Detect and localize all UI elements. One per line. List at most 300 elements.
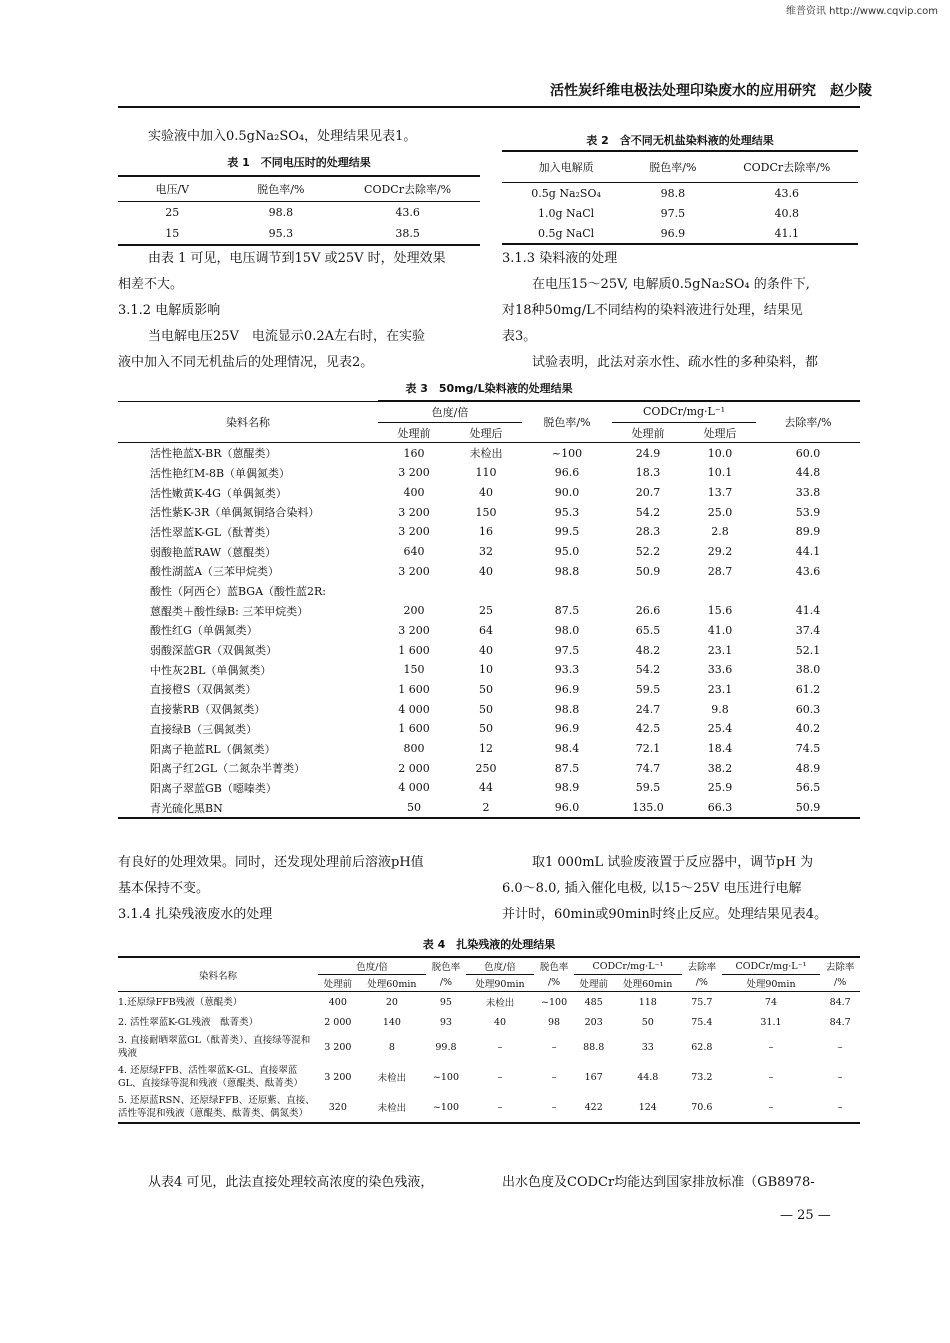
table-cell: 40 [479, 564, 493, 578]
table-cell: 24.9 [635, 446, 661, 460]
table-row [118, 739, 860, 759]
table-cell: 118 [638, 996, 657, 1008]
table-cell: 44.1 [795, 545, 821, 559]
table-row [118, 1032, 860, 1062]
table-cell: 66.3 [684, 798, 756, 819]
table-cell: 96.9 [554, 722, 580, 736]
table-cell: 40 [479, 486, 493, 500]
table-cell: 3 200 [398, 466, 430, 480]
table-cell: 12 [479, 742, 493, 756]
table-cell: 43.6 [774, 186, 800, 200]
table-cell: – [768, 1041, 774, 1053]
table-cell: 3 200 [398, 525, 430, 539]
table-header-cell: 处理前 [574, 975, 614, 992]
table-header-cell: 色度/倍 [318, 957, 426, 975]
table4-body [118, 992, 860, 1124]
table-cell: 5. 还原蓝RSN、还原绿FFB、还原紫、直接、活性等混和残液（蒽醌类、酞菁类、偶氮类） [118, 1092, 318, 1123]
table-row [118, 542, 860, 562]
table-cell: 1 600 [398, 722, 430, 736]
paragraph-line: 在电压15～25V, 电解质0.5gNa₂SO₄ 的条件下, [532, 277, 810, 292]
table-cell: 8 [388, 1041, 395, 1053]
table-cell: 43.6 [795, 564, 821, 578]
table-cell: 25 [118, 202, 227, 224]
table-cell: 93.3 [554, 663, 580, 677]
table-cell: 38.0 [795, 663, 821, 677]
table-cell: 50 [378, 798, 450, 819]
table-cell: 56.5 [795, 781, 821, 795]
table-cell: 直接绿B（三偶氮类） [150, 722, 258, 736]
table-cell: 44 [479, 781, 493, 795]
table-header-cell: 染料名称 [118, 401, 378, 443]
table-row [118, 1012, 860, 1032]
table-4 [118, 956, 860, 1124]
table-cell: 3 200 [398, 505, 430, 519]
table-row [502, 223, 858, 244]
table-cell: 640 [403, 545, 425, 559]
table-row [118, 992, 860, 1013]
table-cell: 96.9 [554, 682, 580, 696]
table-row [118, 1092, 860, 1123]
table-cell: 1.还原绿FFB残液（蒽醌类） [118, 996, 243, 1008]
table-header-cell: 处理前 [378, 422, 450, 443]
table-cell: 95 [439, 996, 452, 1008]
table-cell: 60.3 [795, 702, 821, 716]
table-2 [502, 150, 858, 245]
table-cell: 10.0 [707, 446, 733, 460]
table-row [118, 522, 860, 542]
paragraph-line: 实验液中加入0.5gNa₂SO₄，处理结果见表1。 [148, 129, 417, 144]
table-cell [684, 581, 756, 601]
table-cell: 97.5 [554, 643, 580, 657]
table-cell: 20 [385, 996, 398, 1008]
table-header-cell: /% [820, 975, 860, 992]
table-cell: 62.8 [691, 1041, 713, 1053]
table-cell: 29.2 [707, 545, 733, 559]
table-header-cell: CODCr/mg·L⁻¹ [722, 957, 821, 975]
table-cell: 54.2 [635, 663, 661, 677]
table3-caption: 表 3 50mg/L染料液的处理结果 [405, 382, 573, 395]
paragraph-line: 取1 000mL 试验废液置于反应器中，调节pH 为 [532, 855, 814, 870]
table-row [118, 463, 860, 483]
table-cell: 弱酸深蓝GR（双偶氮类） [150, 644, 278, 658]
table-header-cell: 处理前 [612, 422, 684, 443]
table-cell: 44.8 [637, 1071, 659, 1083]
table-cell: 150 [475, 505, 497, 519]
header-rule [118, 106, 860, 108]
table-cell: 23.1 [707, 682, 733, 696]
table-cell: 87.5 [554, 604, 580, 618]
table-cell: 72.1 [635, 742, 661, 756]
table-cell: 800 [403, 742, 425, 756]
table-cell: 26.6 [635, 604, 661, 618]
paragraph-line: 出水色度及CODCr均能达到国家排放标准（GB8978- [502, 1175, 815, 1190]
table-cell: 48.9 [795, 761, 821, 775]
table-cell: 70.6 [682, 1092, 722, 1123]
table-cell: 400 [403, 486, 425, 500]
table-cell [378, 581, 450, 601]
table-cell: 42.5 [635, 722, 661, 736]
table-cell: 54.2 [635, 505, 661, 519]
table-row [118, 621, 860, 641]
table-cell: 15.6 [707, 604, 733, 618]
table-cell: 44.8 [795, 466, 821, 480]
table-cell: 23.1 [707, 643, 733, 657]
table-cell: 50 [479, 722, 493, 736]
table-cell: 160 [403, 446, 425, 460]
table-cell: 15 [118, 223, 227, 245]
section-heading: 3.1.3 染料液的处理 [502, 251, 618, 266]
paragraph-line: 试验表明，此法对亲水性、疏水性的多种染料，都 [532, 355, 819, 370]
table-cell: 3 200 [324, 1071, 352, 1083]
table-cell: 18.4 [707, 742, 733, 756]
table-cell: 90.0 [554, 486, 580, 500]
table-cell: 98 [548, 1016, 561, 1028]
table-cell: 25.4 [707, 722, 733, 736]
table-cell: 3 200 [398, 564, 430, 578]
table-cell: 422 [574, 1092, 614, 1123]
paragraph-line: 由表 1 可见，电压调节到15V 或25V 时，处理效果 [148, 251, 446, 266]
table-cell: 阳离子艳蓝RL（偶氮类） [150, 742, 276, 756]
table-cell: 活性艳红M-8B（单偶氮类） [150, 466, 291, 480]
table-cell: 0.5g Na₂SO₄ [531, 186, 601, 200]
table-cell: 95.3 [554, 505, 580, 519]
table-cell: – [722, 1092, 821, 1123]
table-cell: 活性翠蓝K-GL（酞菁类） [150, 525, 277, 539]
table-cell: ~100 [551, 446, 583, 460]
table-cell: – [497, 1071, 503, 1083]
table-cell: 140 [382, 1016, 401, 1028]
table-cell: 2.8 [711, 525, 729, 539]
paragraph-line: 有良好的处理效果。同时，还发现处理前后溶液pH值 [118, 855, 424, 870]
table2-caption: 表 2 含不同无机盐染料液的处理结果 [586, 134, 774, 147]
table-cell: 33 [641, 1041, 654, 1053]
table-cell: 41.4 [795, 604, 821, 618]
table-cell: 2 [450, 798, 522, 819]
table-header-cell: 色度/倍 [378, 401, 522, 422]
table-cell: 60.0 [795, 446, 821, 460]
table-header-cell: CODCr去除率/% [335, 176, 480, 202]
table-cell: 活性嫩黄K-4G（单偶氮类） [150, 486, 287, 500]
table-cell: 1 600 [398, 682, 430, 696]
table-cell: 2 000 [398, 761, 430, 775]
table-cell: 84.7 [829, 996, 851, 1008]
paragraph-line: 当电解电压25V 电流显示0.2A左右时，在实验 [148, 329, 425, 344]
table-cell: 25.0 [707, 505, 733, 519]
table-cell: 96.0 [522, 798, 612, 819]
table-cell: 52.1 [795, 643, 821, 657]
table-header-cell: 脱色率/% [227, 176, 336, 202]
table-cell: 4 000 [398, 781, 430, 795]
table-cell: ~100 [426, 1092, 466, 1123]
table-cell: 95.0 [554, 545, 580, 559]
table-header-cell: 脱色率 [426, 957, 466, 975]
table-header-cell: 去除率 [682, 957, 722, 975]
table-row [118, 443, 860, 463]
table-cell: 活性艳蓝X-BR（蒽醌类） [150, 447, 277, 461]
table-cell [612, 581, 684, 601]
paragraph-line: 从表4 可见，此法直接处理较高浓度的染色残液， [148, 1175, 434, 1190]
table-cell [522, 581, 612, 601]
table-cell: 20.7 [635, 486, 661, 500]
table-cell: 98.4 [554, 742, 580, 756]
table-cell: 32 [479, 545, 493, 559]
table-cell: 50.9 [756, 798, 860, 819]
table-row [118, 502, 860, 522]
table-cell: 18.3 [635, 466, 661, 480]
table-cell: 84.7 [829, 1016, 851, 1028]
paragraph-line: 基本保持不变。 [118, 881, 210, 896]
table-cell: 活性紫K-3R（单偶氮铜络合染料） [150, 506, 320, 520]
table-cell: 0.5g NaCl [502, 223, 630, 244]
table-cell: 酸性红G（单偶氮类） [150, 624, 258, 638]
table-header-cell: 处理90min [466, 975, 534, 992]
table-cell: 酸性湖蓝A（三苯甲烷类） [150, 565, 279, 579]
table-cell: 98.8 [660, 186, 686, 200]
table-cell: – [837, 1071, 843, 1083]
table-header-cell: 去除率/% [756, 401, 860, 443]
table-cell: 38.2 [707, 761, 733, 775]
table-cell: 64 [479, 623, 493, 637]
table-cell: 33.8 [795, 486, 821, 500]
table1-caption: 表 1 不同电压时的处理结果 [227, 156, 371, 169]
table-cell: 2. 活性翠蓝K-GL残液 酞菁类） [118, 1016, 259, 1028]
page-number: — 25 — [780, 1208, 831, 1223]
table-cell: 89.9 [795, 525, 821, 539]
table-cell: 1.0g NaCl [538, 206, 595, 220]
table-row [118, 640, 860, 660]
table-cell: 37.4 [795, 623, 821, 637]
table-cell: 25 [479, 604, 493, 618]
table-cell: 1 600 [398, 643, 430, 657]
table-row [118, 699, 860, 719]
table-cell: 97.5 [660, 206, 686, 220]
table-cell: 13.7 [707, 486, 733, 500]
table-header-cell: 处理60min [358, 975, 426, 992]
table-cell: 3 200 [324, 1041, 352, 1053]
table-1 [118, 175, 480, 246]
table-header-row [118, 176, 480, 202]
table-cell: 135.0 [612, 798, 684, 819]
table-cell: 74.5 [795, 742, 821, 756]
table-cell: 阳离子翠蓝GB（噁嗪类） [150, 781, 277, 795]
table-cell: 50 [479, 702, 493, 716]
table-row [118, 581, 860, 601]
table-cell: 中性灰2BL（单偶氮类） [150, 663, 272, 677]
table-row [118, 758, 860, 778]
table-header-cell: 色度/倍 [466, 957, 534, 975]
table-cell: 2 000 [324, 1016, 352, 1028]
table-row [118, 798, 860, 819]
table-header-cell: CODCr/mg·L⁻¹ [574, 957, 682, 975]
table-row [502, 203, 858, 223]
table-cell: 52.2 [635, 545, 661, 559]
table-cell: 4 000 [398, 702, 430, 716]
table-cell: 28.7 [707, 564, 733, 578]
paragraph-line: 6.0～8.0, 插入催化电极, 以15～25V 电压进行电解 [502, 881, 802, 896]
table-cell: 124 [614, 1092, 682, 1123]
table-header-cell: 去除率 [820, 957, 860, 975]
table-cell: 98.9 [554, 781, 580, 795]
table-header-cell: 电压/V [118, 176, 227, 202]
table-cell: 41.1 [716, 223, 858, 244]
table-cell: 直接紫RB（双偶氮类） [150, 703, 266, 717]
table-header-cell: /% [426, 975, 466, 992]
table-cell: 3 200 [398, 623, 430, 637]
table-cell: 31.1 [760, 1016, 782, 1028]
table-cell: 95.3 [227, 223, 336, 245]
table-cell: 74 [764, 996, 778, 1008]
paragraph-line: 表3。 [502, 329, 537, 344]
table-header-cell: 处理60min [614, 975, 682, 992]
table-cell: 485 [584, 996, 603, 1008]
table-cell: – [820, 1092, 860, 1123]
table-row [118, 202, 480, 224]
table-cell: 48.2 [635, 643, 661, 657]
table-row [118, 778, 860, 798]
table-cell: 59.5 [635, 781, 661, 795]
paragraph-line: 并计时，60min或90min时终止反应。处理结果见表4。 [502, 907, 828, 922]
section-heading: 3.1.4 扎染残液废水的处理 [118, 907, 273, 922]
table-cell: 87.5 [554, 761, 580, 775]
table-cell: 38.5 [335, 223, 480, 245]
table-header-cell: CODCr去除率/% [716, 151, 858, 183]
table-row [118, 660, 860, 680]
table-header-row [502, 151, 858, 183]
table-header-row [118, 401, 860, 422]
table3-body [118, 443, 860, 819]
table-cell: ~100 [541, 996, 568, 1008]
table-cell: 40.2 [795, 722, 821, 736]
table-cell: – [534, 1092, 574, 1123]
table-cell: 16 [479, 525, 493, 539]
table-cell: 400 [328, 996, 347, 1008]
table-header-cell: 加入电解质 [502, 151, 630, 183]
table-header-cell: 处理90min [722, 975, 821, 992]
table-cell: 250 [475, 761, 497, 775]
table-header-cell: /% [534, 975, 574, 992]
table-cell: 4. 还原绿FFB、活性翠蓝K-GL、直接翠蓝GL、直接绿等混和残液（蒽醌类、酞菁类） [118, 1065, 303, 1089]
table-cell: 75.4 [691, 1016, 713, 1028]
table-header-cell: 处理后 [450, 422, 522, 443]
table-cell: 未检出 [485, 998, 515, 1009]
table-header-cell: /% [682, 975, 722, 992]
section-heading: 3.1.2 电解质影响 [118, 303, 221, 318]
table-cell: 98.0 [554, 623, 580, 637]
table-cell: 直接橙S（双偶氮类） [150, 683, 257, 697]
table-cell: 320 [318, 1092, 358, 1123]
table-cell: 28.3 [635, 525, 661, 539]
table-row [502, 183, 858, 204]
table-row [118, 562, 860, 582]
table-cell: 98.8 [227, 202, 336, 224]
table-cell: 50 [641, 1016, 654, 1028]
table-cell: 75.7 [691, 996, 713, 1008]
watermark: 维普资讯 http://www.cqvip.com [785, 6, 938, 17]
table-cell [756, 581, 860, 601]
table-cell: 10.1 [707, 466, 733, 480]
table-header-row [118, 957, 860, 975]
table-cell: 青光硫化黑BN [118, 798, 378, 819]
table-cell: 50.9 [635, 564, 661, 578]
table-cell: 99.5 [554, 525, 580, 539]
table-row [118, 1062, 860, 1092]
table-header-cell: 脱色率/% [630, 151, 715, 183]
table-cell: 167 [584, 1071, 603, 1083]
table-cell: 150 [403, 663, 425, 677]
table-cell: 98.8 [554, 564, 580, 578]
table-header-cell: 脱色率/% [522, 401, 612, 443]
table-header-cell: 脱色率 [534, 957, 574, 975]
table-cell: 73.2 [691, 1071, 713, 1083]
running-title: 活性炭纤维电极法处理印染废水的应用研究 赵少陵 [550, 83, 872, 99]
table-cell: 53.9 [795, 505, 821, 519]
paragraph-line: 对18种50mg/L不同结构的染料液进行处理，结果见 [502, 303, 803, 318]
table-cell: – [837, 1041, 843, 1053]
table-cell: 43.6 [335, 202, 480, 224]
table-cell: ~100 [432, 1071, 459, 1083]
table-cell: 阳离子红2GL（二氮杂半菁类） [150, 762, 306, 776]
table-cell: 弱酸艳蓝RAW（蒽醌类） [150, 545, 277, 559]
table-3 [118, 400, 860, 819]
paragraph-line: 液中加入不同无机盐后的处理情况，见表2。 [118, 355, 374, 370]
table-cell: – [497, 1041, 503, 1053]
table-cell: 蒽醌类＋酸性绿B: 三苯甲烷类） [150, 604, 309, 618]
table-cell: – [768, 1071, 774, 1083]
table-cell: 98.8 [554, 702, 580, 716]
table-cell: 61.2 [795, 682, 821, 696]
table-cell: – [551, 1041, 557, 1053]
table-cell: 74.7 [635, 761, 661, 775]
table-cell: 96.9 [630, 223, 715, 244]
table-cell: – [466, 1092, 534, 1123]
table-cell: 25.9 [707, 781, 733, 795]
table-cell: 40.8 [774, 206, 800, 220]
table-cell: 未检出 [377, 1073, 407, 1084]
table-cell: 59.5 [635, 682, 661, 696]
table-cell: 10 [479, 663, 493, 677]
table-cell: 93 [439, 1016, 452, 1028]
table-cell [450, 581, 522, 601]
table4-caption: 表 4 扎染残液的处理结果 [422, 938, 556, 951]
table-cell: 40 [479, 643, 493, 657]
table-cell: 未检出 [469, 447, 503, 461]
table-cell: 88.8 [583, 1041, 605, 1053]
table-header-cell: 处理后 [684, 422, 756, 443]
table-row [118, 680, 860, 700]
table-cell: 24.7 [635, 702, 661, 716]
table-cell: 41.0 [707, 623, 733, 637]
table-cell: 40 [493, 1016, 507, 1028]
table-cell: 50 [479, 682, 493, 696]
table-cell: – [551, 1071, 557, 1083]
table-row [118, 601, 860, 621]
table-row [118, 223, 480, 245]
table-cell: 酸性（阿西仑）蓝BGA（酸性蓝2R: [150, 585, 327, 599]
table-header-cell: 染料名称 [118, 957, 318, 992]
table-cell: 110 [475, 466, 497, 480]
table-cell: 96.6 [554, 466, 580, 480]
table-cell: 65.5 [635, 623, 661, 637]
table-cell: 33.6 [707, 663, 733, 677]
table-row [118, 483, 860, 503]
table-header-cell: 处理前 [318, 975, 358, 992]
table-cell: 203 [584, 1016, 603, 1028]
table-cell: 9.8 [711, 702, 729, 716]
table-cell: 99.8 [435, 1041, 457, 1053]
table-cell: 未检出 [358, 1092, 426, 1123]
paragraph-line: 相差不大。 [118, 277, 184, 292]
table-cell: 200 [403, 604, 425, 618]
